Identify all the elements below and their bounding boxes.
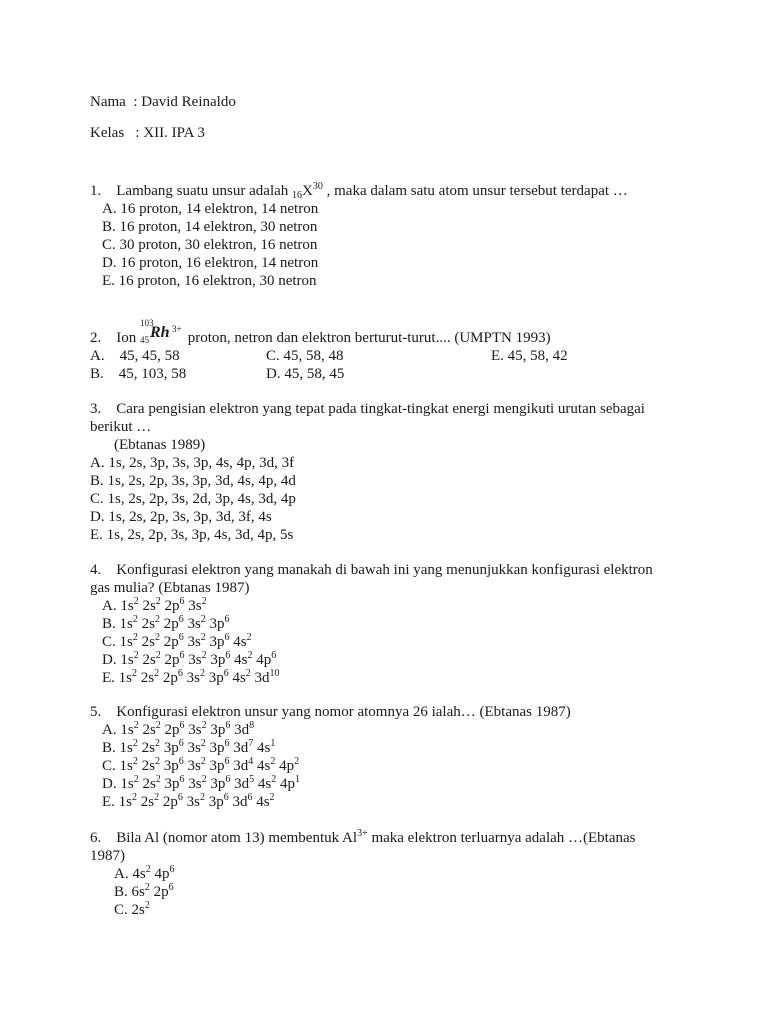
electron-count: 6	[179, 650, 185, 661]
kelas-value: XII. IPA 3	[143, 125, 205, 141]
orbital-term: $2s^2$	[141, 632, 160, 650]
electron-count: 2	[145, 864, 151, 875]
electron-count: 6	[224, 614, 230, 625]
electron-count: 6	[168, 882, 174, 893]
question-text: proton, netron dan elektron berturut-turut.... (UMPTN 1993)	[187, 330, 551, 346]
electron-count: 2	[201, 774, 207, 785]
electron-count: 4	[248, 756, 254, 767]
electron-count: 2	[154, 756, 160, 767]
option-letter: D.	[102, 652, 121, 668]
question-source: (Ebtanas 1989)	[114, 437, 206, 453]
electron-count: 6	[179, 720, 185, 731]
orbital-term: $2p^6$	[164, 596, 185, 614]
orbital-term: $3p^6$	[208, 792, 229, 810]
electron-count: 2	[201, 720, 207, 731]
option-letter: C.	[266, 348, 280, 364]
orbital-term: $2s^2$	[142, 596, 161, 614]
orbital-term: $3d^6$	[232, 792, 253, 810]
orbital-term: $3s^2$	[187, 756, 206, 774]
option-letter: D.	[266, 366, 281, 382]
option-value: 45, 58, 45	[284, 366, 345, 382]
option-e	[102, 669, 280, 687]
option-letter: B.	[90, 366, 104, 382]
electron-count: 2	[271, 774, 277, 785]
orbital-term: $2p^6$	[163, 614, 184, 632]
electron-count: 2	[132, 738, 138, 749]
option-a: A. 16 proton, 14 elektron, 14 netron	[102, 201, 319, 217]
orbital-term: $4s^1$	[257, 738, 276, 756]
question-1-stem	[90, 182, 628, 200]
ion-mass-number: 103	[140, 318, 154, 328]
option-d: D. 1s, 2s, 2p, 3s, 3p, 3d, 3f, 4s	[90, 509, 272, 525]
electron-count: 6	[179, 774, 185, 785]
option-c: C. 30 proton, 30 elektron, 16 netron	[102, 237, 318, 253]
orbital-term: $3d^{10}$	[254, 668, 280, 686]
orbital-term: $3s^2$	[188, 720, 207, 738]
option-letter: E.	[491, 348, 504, 364]
nama-label: Nama	[90, 94, 126, 110]
option-d	[102, 651, 276, 669]
orbital-term: $3d^8$	[234, 720, 255, 738]
orbital-term: $3d^4$	[233, 756, 254, 774]
option-d: D. 16 proton, 16 elektron, 14 netron	[102, 255, 319, 271]
electron-count: 2	[200, 738, 206, 749]
option-letter: D.	[102, 776, 121, 792]
orbital-term: $3d^7$	[233, 738, 254, 756]
question-6-stem	[90, 829, 636, 847]
option-e	[102, 793, 275, 811]
electron-count: 2	[269, 792, 275, 803]
kelas-line: Kelas : XII. IPA 3	[90, 125, 205, 141]
option-value: 45, 58, 48	[283, 348, 344, 364]
electron-count: 2	[294, 756, 300, 767]
orbital-term: $3p^6$	[209, 632, 230, 650]
orbital-term: $1s^2$	[119, 756, 138, 774]
option-value: 45, 58, 42	[507, 348, 568, 364]
orbital-term: $1s^2$	[119, 738, 138, 756]
orbital-term: $2s^2$	[142, 774, 161, 792]
option-letter: C.	[102, 758, 120, 774]
question-5-stem	[90, 703, 571, 721]
orbital-term: $3s^2$	[187, 632, 206, 650]
orbital-term: $3s^2$	[187, 614, 206, 632]
question-number: 2.	[90, 330, 102, 346]
ion-symbol: Rh	[150, 324, 170, 341]
electron-count: 2	[154, 668, 160, 679]
orbital-term: $4s^2$	[234, 650, 253, 668]
electron-count: 2	[155, 596, 161, 607]
kelas-label: Kelas	[90, 125, 125, 141]
electron-count: 6	[271, 650, 277, 661]
electron-count: 2	[246, 632, 252, 643]
electron-count: 2	[132, 632, 138, 643]
option-a	[114, 865, 174, 883]
option-b: B. 1s, 2s, 2p, 3s, 3p, 3d, 4s, 4p, 4d	[90, 473, 296, 489]
question-text: Bila Al (nomor atom 13) membentuk Al	[116, 830, 358, 846]
orbital-term: $2p^6$	[153, 882, 174, 900]
option-c	[102, 757, 299, 775]
electron-count: 2	[133, 774, 139, 785]
electron-count: 5	[249, 774, 255, 785]
electron-count: 2	[155, 650, 161, 661]
mass-number: 30	[312, 181, 323, 192]
electron-count: 1	[270, 738, 276, 749]
electron-count: 6	[177, 792, 183, 803]
orbital-term: $2s^2$	[140, 792, 160, 810]
option-e: E. 16 proton, 16 elektron, 30 netron	[102, 273, 317, 289]
orbital-term: $2s^2$	[142, 720, 161, 738]
option-letter: C.	[102, 634, 120, 650]
electron-count: 6	[223, 792, 229, 803]
electron-count: 2	[199, 668, 205, 679]
rh-ion-symbol	[140, 318, 184, 347]
electron-count: 2	[200, 632, 206, 643]
option-e: E. 1s, 2s, 2p, 3s, 3p, 4s, 3d, 4p, 5s	[90, 527, 294, 543]
orbital-term: $3s^2$	[188, 774, 207, 792]
question-4-stem-line2: gas mulia? (Ebtanas 1987)	[90, 580, 250, 596]
option-letter: B.	[114, 884, 132, 900]
electron-count: 2	[270, 756, 276, 767]
orbital-term: $1s^2$	[120, 774, 139, 792]
electron-count: 2	[155, 720, 161, 731]
option-a	[90, 347, 180, 365]
orbital-term: $2s^2$	[142, 650, 161, 668]
question-text-tail: maka elektron terluarnya adalah …(Ebtanas	[371, 830, 636, 846]
electron-count: 2	[154, 738, 160, 749]
electron-count: 6	[224, 632, 230, 643]
electron-count: 2	[201, 596, 207, 607]
option-b: B. 16 proton, 14 elektron, 30 netron	[102, 219, 318, 235]
option-letter: A.	[102, 598, 121, 614]
orbital-term: $6s^2$	[131, 882, 150, 900]
orbital-term: $2s^2$	[141, 738, 160, 756]
orbital-term: $3s^2$	[188, 596, 207, 614]
orbital-term: $4s^2$	[233, 632, 252, 650]
electron-count: 6	[225, 774, 231, 785]
option-letter: E.	[102, 670, 119, 686]
orbital-term: $2p^6$	[163, 632, 184, 650]
electron-count: 2	[133, 596, 139, 607]
electron-count: 6	[179, 596, 185, 607]
orbital-term: $3p^6$	[210, 774, 231, 792]
orbital-term: $2p^6$	[164, 650, 185, 668]
electron-count: 2	[132, 614, 138, 625]
electron-count: 6	[178, 756, 184, 767]
ion-atomic-number: 45	[140, 335, 149, 345]
option-c	[114, 901, 150, 919]
orbital-term: $4s^2$	[257, 774, 277, 792]
orbital-term: $3d^5$	[234, 774, 255, 792]
electron-count: 6	[225, 720, 231, 731]
orbital-term: $3s^2$	[186, 792, 205, 810]
option-d	[102, 775, 300, 793]
electron-count: 6	[178, 614, 184, 625]
option-b	[114, 883, 174, 901]
question-3-stem	[90, 400, 645, 418]
electron-count: 6	[178, 738, 184, 749]
orbital-term: $3p^6$	[209, 614, 230, 632]
orbital-term: $4p^1$	[279, 774, 300, 792]
electron-count: 6	[225, 650, 231, 661]
nama-line: Nama : David Reinaldo	[90, 94, 236, 110]
orbital-term: $3p^6$	[210, 650, 231, 668]
question-text: Lambang suatu unsur adalah	[116, 183, 289, 199]
option-value: 45, 45, 58	[119, 348, 180, 364]
orbital-term: $2p^6$	[162, 668, 183, 686]
orbital-term: $1s^2$	[120, 650, 139, 668]
element-symbol: X	[302, 183, 313, 199]
electron-count: 2	[200, 614, 206, 625]
orbital-term: $4p^2$	[279, 756, 300, 774]
orbital-term: $4s^2$	[232, 668, 251, 686]
orbital-term: $2s^2$	[141, 756, 160, 774]
orbital-term: $1s^2$	[120, 596, 139, 614]
electron-count: 6	[224, 738, 230, 749]
electron-count: 8	[249, 720, 255, 731]
option-e	[491, 347, 568, 365]
electron-count: 2	[155, 774, 161, 785]
orbital-term: $1s^2$	[119, 614, 138, 632]
option-c: C. 1s, 2s, 2p, 3s, 2d, 3p, 4s, 3d, 4p	[90, 491, 296, 507]
orbital-term: $4s^2$	[257, 756, 276, 774]
orbital-term: $1s^2$	[119, 632, 138, 650]
option-value: 45, 103, 58	[118, 366, 187, 382]
electron-count: 2	[132, 668, 138, 679]
question-text-tail: , maka dalam satu atom unsur tersebut terdapat …	[326, 183, 628, 199]
orbital-term: $3p^6$	[164, 774, 185, 792]
electron-count: 6	[223, 668, 229, 679]
option-d	[266, 365, 344, 383]
orbital-term: $3p^6$	[209, 738, 230, 756]
orbital-term: $1s^2$	[118, 668, 138, 686]
option-letter: A.	[90, 348, 105, 364]
orbital-term: $3p^6$	[209, 756, 230, 774]
question-number: 4.	[90, 562, 102, 578]
ion-charge: 3+	[172, 324, 182, 334]
nama-value: David Reinaldo	[141, 94, 236, 110]
question-text: Cara pengisian elektron yang tepat pada tingkat-tingkat energi mengikuti urutan sebagai	[116, 401, 645, 417]
option-letter: B.	[102, 616, 120, 632]
question-6-stem-line2: 1987)	[90, 848, 125, 864]
electron-count: 2	[245, 668, 251, 679]
orbital-term: $2s^2$	[141, 614, 160, 632]
electron-count: 6	[224, 756, 230, 767]
option-a	[102, 721, 254, 739]
electron-count: 2	[154, 632, 160, 643]
electron-count: 2	[133, 650, 139, 661]
question-number: 1.	[90, 183, 102, 199]
orbital-term: $3s^2$	[186, 668, 205, 686]
electron-count: 2	[247, 650, 253, 661]
electron-count: 10	[269, 668, 280, 679]
electron-count: 6	[247, 792, 253, 803]
orbital-term: $4p^6$	[154, 864, 175, 882]
orbital-term: $2s^2$	[140, 668, 160, 686]
question-number: 3.	[90, 401, 102, 417]
option-c	[102, 633, 252, 651]
option-a	[102, 597, 207, 615]
option-letter: C.	[114, 902, 132, 918]
electron-count: 2	[144, 882, 150, 893]
electron-count: 2	[133, 720, 139, 731]
option-c	[266, 347, 344, 365]
orbital-term: $3s^2$	[188, 650, 207, 668]
electron-count: 2	[132, 792, 138, 803]
question-number: 6.	[90, 830, 102, 846]
ion-charge: 3+	[357, 828, 368, 839]
orbital-term: $4s^2$	[132, 864, 151, 882]
question-2-stem	[90, 318, 551, 347]
electron-count: 2	[144, 900, 150, 911]
option-a: A. 1s, 2s, 3p, 3s, 3p, 4s, 4p, 3d, 3f	[90, 455, 295, 471]
question-3-stem-line2: berikut …	[90, 419, 152, 435]
option-b	[90, 365, 186, 383]
orbital-term: $1s^2$	[120, 720, 139, 738]
option-letter: E.	[102, 794, 119, 810]
orbital-term: $1s^2$	[118, 792, 138, 810]
electron-count: 6	[178, 632, 184, 643]
option-letter: A.	[114, 866, 133, 882]
option-b	[102, 615, 230, 633]
atomic-number: 16	[292, 190, 303, 201]
electron-count: 2	[154, 792, 160, 803]
question-number: 5.	[90, 704, 102, 720]
ion-label: Ion	[116, 330, 137, 346]
question-text: Konfigurasi elektron unsur yang nomor atomnya 26 ialah… (Ebtanas 1987)	[116, 704, 571, 720]
orbital-term: $2s^2$	[131, 900, 150, 918]
option-letter: A.	[102, 722, 121, 738]
orbital-term: $2p^6$	[162, 792, 183, 810]
orbital-term: $3p^6$	[163, 738, 184, 756]
electron-count: 6	[177, 668, 183, 679]
electron-count: 2	[199, 792, 205, 803]
option-letter: B.	[102, 740, 120, 756]
option-b	[102, 739, 275, 757]
orbital-term: $3p^6$	[210, 720, 231, 738]
question-text: Konfigurasi elektron yang manakah di bawah ini yang menunjukkan konfigurasi elektron	[116, 562, 653, 578]
orbital-term: $3p^6$	[163, 756, 184, 774]
electron-count: 1	[294, 774, 300, 785]
electron-count: 2	[201, 650, 207, 661]
electron-count: 7	[248, 738, 254, 749]
orbital-term: $3p^6$	[208, 668, 229, 686]
orbital-term: $4p^6$	[256, 650, 277, 668]
orbital-term: $2p^6$	[164, 720, 185, 738]
electron-count: 2	[132, 756, 138, 767]
electron-count: 2	[154, 614, 160, 625]
electron-count: 2	[200, 756, 206, 767]
question-4-stem	[90, 561, 653, 579]
orbital-term: $4s^2$	[256, 792, 275, 810]
electron-count: 6	[169, 864, 175, 875]
orbital-term: $3s^2$	[187, 738, 206, 756]
